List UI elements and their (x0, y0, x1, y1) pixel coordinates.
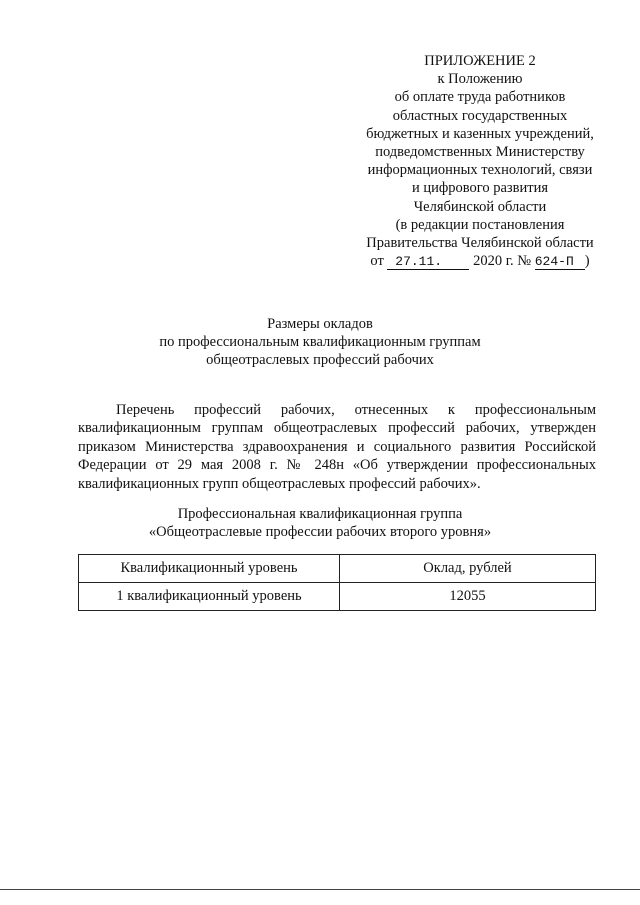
group-heading-line: Профессиональная квалификационная группа (177, 506, 463, 522)
cell-salary: 12055 (340, 583, 596, 611)
appendix-line: к Положению (437, 71, 523, 88)
salary-table (78, 554, 596, 611)
appendix-line: информационных технологий, связи (367, 162, 593, 179)
intro-paragraph: Перечень профессий рабочих, отнесенных к профессиональным квалификационным группам общеотраслевых профессий рабочих, утвержден приказом Министерства здравоохранения и социального развития Российской Федерации от 29 мая 2008 г. № 248н «Об утверждении профессиональных квалификационных групп общеотраслевых профессий рабочих». (78, 402, 596, 492)
title-line: по профессиональным квалификационным группам (159, 334, 481, 351)
document-title (0, 315, 640, 370)
appendix-line: подведомственных Министерству (375, 144, 585, 161)
header-level: Квалификационный уровень (79, 555, 340, 583)
table-header-row (79, 555, 596, 583)
appendix-line: (в редакции постановления (395, 216, 565, 233)
appendix-line: об оплате труда работников (394, 89, 566, 106)
group-heading (0, 505, 640, 542)
resolution-number: 624-П (535, 254, 585, 270)
title-line: общеотраслевых профессий рабочих (206, 352, 434, 369)
appendix-line: областных государственных (392, 107, 568, 124)
from-label: от (370, 253, 384, 270)
appendix-line: Челябинской области (413, 198, 547, 215)
group-heading-line: «Общеотраслевые профессии рабочих второго уровня» (148, 524, 492, 541)
resolution-date: 27.11. (387, 254, 469, 270)
cell-level: 1 квалификационный уровень (79, 583, 340, 611)
table-row (79, 583, 596, 611)
appendix-line: Правительства Челябинской области (366, 235, 594, 252)
header-salary: Оклад, рублей (340, 555, 596, 583)
close-paren: ) (584, 253, 590, 270)
year-number-label: 2020 г. № (473, 253, 532, 270)
title-line: Размеры окладов (267, 316, 373, 332)
appendix-title: ПРИЛОЖЕНИЕ 2 (424, 53, 536, 69)
resolution-date-line (345, 252, 615, 270)
appendix-header (345, 52, 615, 270)
appendix-line: и цифрового развития (411, 180, 549, 197)
page-bottom-rule (0, 889, 640, 890)
appendix-line: бюджетных и казенных учреждений, (366, 125, 594, 142)
